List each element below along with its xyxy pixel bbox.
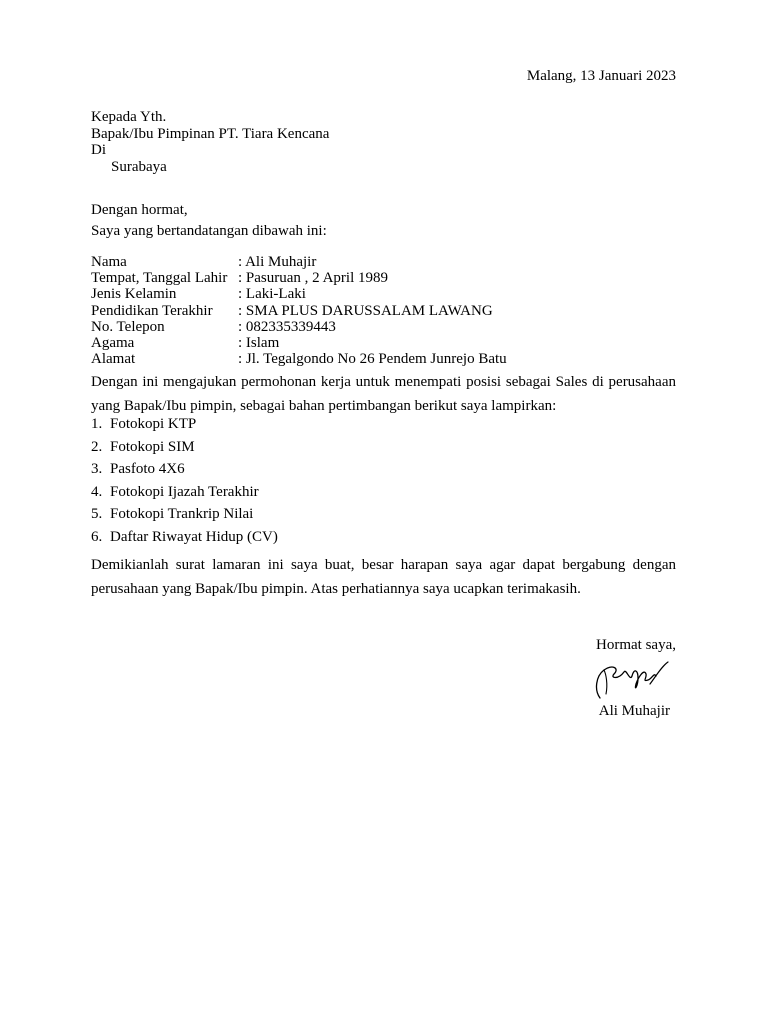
identity-row-education xyxy=(91,303,507,319)
identity-label: Agama xyxy=(91,335,135,352)
list-item xyxy=(91,526,278,549)
letter-page xyxy=(91,0,676,1024)
identity-row-name xyxy=(91,254,507,270)
identity-table xyxy=(91,254,507,367)
list-item-text: Daftar Riwayat Hidup (CV) xyxy=(110,528,278,545)
attachment-list xyxy=(91,413,278,549)
list-item-text: Fotokopi SIM xyxy=(110,438,195,455)
regards: Hormat saya, xyxy=(596,637,676,653)
identity-row-gender xyxy=(91,286,507,302)
signer-name: Ali Muhajir xyxy=(598,703,670,719)
recipient-salutation: Kepada Yth. xyxy=(91,109,167,125)
recipient-block xyxy=(91,109,329,175)
identity-label: Tempat, Tanggal Lahir xyxy=(91,270,228,287)
closing-paragraph: Demikianlah surat lamaran ini saya buat, besar harapan saya agar dapat bergabung dengan perusahaan yang Bapak/Ibu pimpin. Atas perhatiannya saya ucapkan terimakasih. xyxy=(91,557,676,597)
identity-value: : Laki-Laki xyxy=(238,286,306,303)
identity-label: Nama xyxy=(91,254,127,270)
identity-label: No. Telepon xyxy=(91,318,165,335)
list-item xyxy=(91,458,278,481)
signature-block xyxy=(536,636,676,726)
recipient-city: Surabaya xyxy=(111,158,167,175)
place-date: Malang, 13 Januari 2023 xyxy=(526,68,676,84)
identity-value: : Pasuruan , 2 April 1989 xyxy=(238,270,388,287)
recipient-di: Di xyxy=(91,142,106,158)
identity-value: : Islam xyxy=(238,335,280,352)
recipient-addressee: Bapak/Ibu Pimpinan PT. Tiara Kencana xyxy=(91,125,330,142)
list-item-text: Fotokopi Trankrip Nilai xyxy=(110,506,254,523)
identity-value: : Jl. Tegalgondo No 26 Pendem Junrejo Batu xyxy=(238,351,507,368)
identity-label: Pendidikan Terakhir xyxy=(91,302,213,319)
identity-label: Jenis Kelamin xyxy=(91,286,177,303)
identity-value: : 082335339443 xyxy=(238,318,336,335)
list-item-number: 3. xyxy=(91,461,103,478)
identity-value: : SMA PLUS DARUSSALAM LAWANG xyxy=(238,302,493,319)
list-item xyxy=(91,436,278,459)
signature-stroke-hook xyxy=(604,670,607,694)
list-item-number: 5. xyxy=(91,506,103,523)
intro-line: Saya yang bertandatangan dibawah ini: xyxy=(91,223,327,239)
list-item-text: Fotokopi KTP xyxy=(110,416,197,432)
list-item-number: 1. xyxy=(91,416,103,432)
signature-stroke-main xyxy=(597,667,656,698)
signature-scribble xyxy=(590,654,670,702)
application-paragraph: Dengan ini mengajukan permohonan kerja untuk menempati posisi sebagai Sales di perusahaan yang Bapak/Ibu pimpin, sebagai bahan pertimbangan berikut saya lampirkan: xyxy=(91,374,676,414)
identity-row-religion xyxy=(91,335,507,351)
identity-label: Alamat xyxy=(91,351,136,368)
greeting: Dengan hormat, xyxy=(91,202,188,218)
greeting-block xyxy=(91,200,327,242)
list-item xyxy=(91,503,278,526)
identity-row-phone xyxy=(91,319,507,335)
list-item-number: 2. xyxy=(91,438,103,455)
list-item-text: Pasfoto 4X6 xyxy=(110,461,185,478)
list-item-number: 4. xyxy=(91,483,103,500)
list-item-number: 6. xyxy=(91,528,103,545)
identity-value: : Ali Muhajir xyxy=(238,254,317,270)
list-item xyxy=(91,481,278,504)
identity-row-address xyxy=(91,351,507,367)
list-item xyxy=(91,413,278,436)
identity-row-birth xyxy=(91,270,507,286)
list-item-text: Fotokopi Ijazah Terakhir xyxy=(110,483,259,500)
signature-stroke-tail xyxy=(650,662,668,684)
